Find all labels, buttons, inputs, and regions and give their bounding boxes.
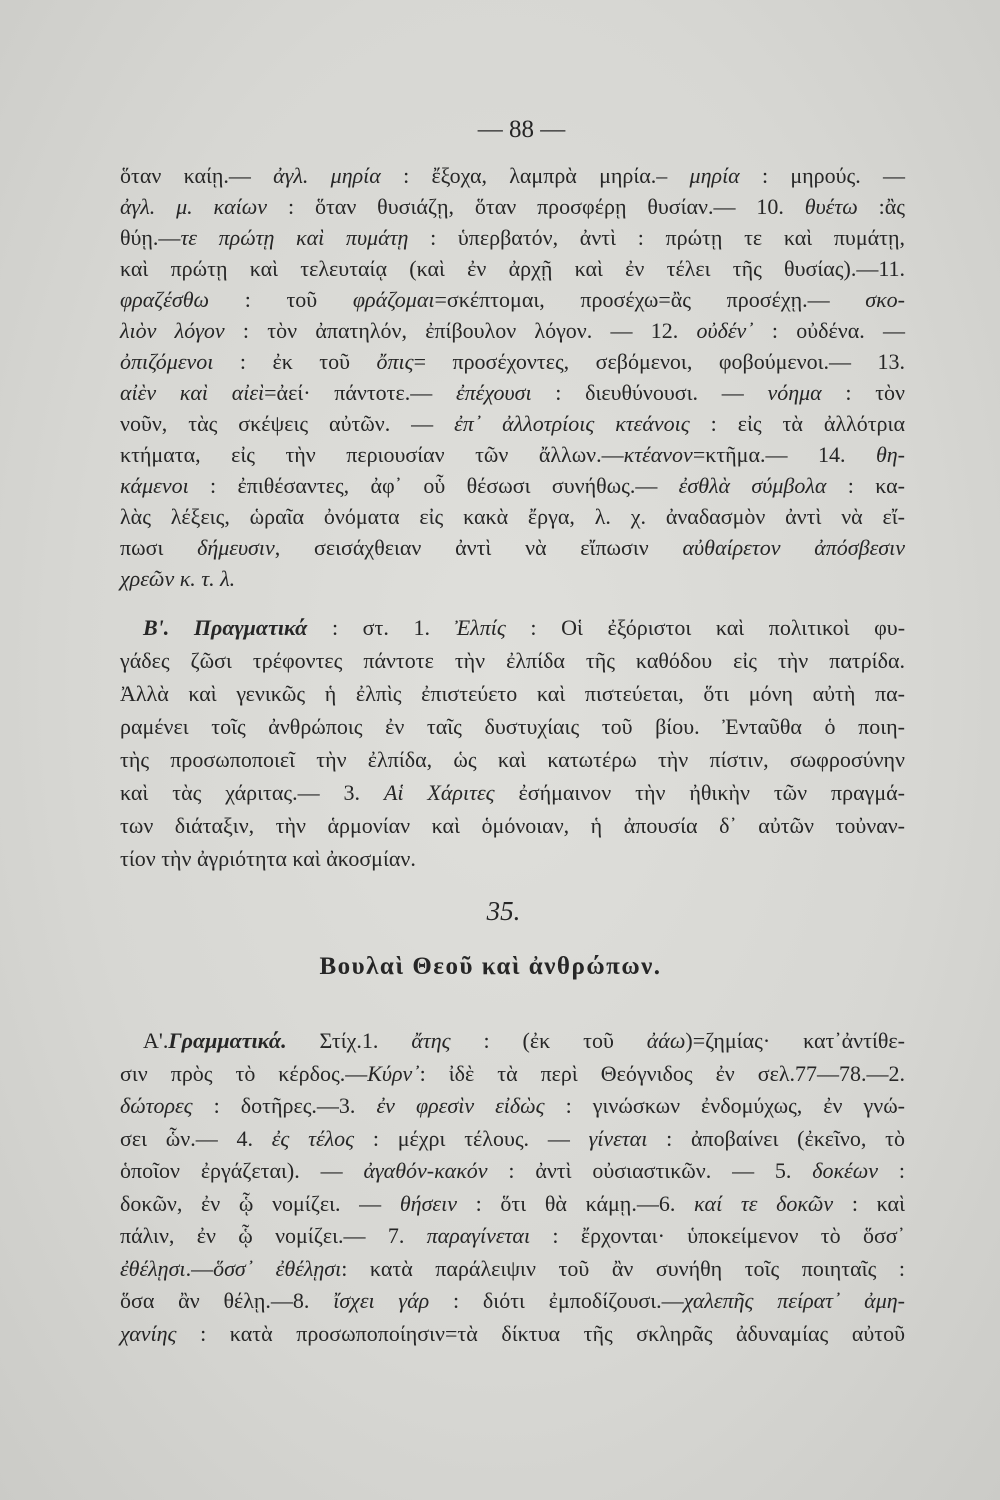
text-run: : (ἐκ τοῦ <box>450 1028 647 1053</box>
text-column <box>120 0 905 1350</box>
text-run: : δοτῆρες.—3. <box>192 1093 377 1118</box>
text-run: ὁποῖον ἐργάζεται). — <box>120 1158 364 1183</box>
text-run: : γινώσκων ἐνδομύχως, ἐν γνώ- <box>544 1093 906 1118</box>
italic-term: θη- <box>875 442 905 467</box>
text-line <box>120 710 905 743</box>
text-line <box>120 563 905 594</box>
text-line <box>120 191 905 222</box>
text-run: ὅταν καίῃ.— <box>120 163 274 188</box>
text-run: : μηρούς. — <box>739 163 905 188</box>
italic-term: φραζέσθω <box>120 287 210 312</box>
italic-term: Κύρν᾽ <box>367 1060 420 1086</box>
italic-term: κάμενοι <box>120 473 189 498</box>
text-run: : μέχρι τέλους. — <box>354 1125 589 1151</box>
italic-term: αἰὲν καὶ αἰεὶ <box>120 380 265 405</box>
text-run: : ἔρχονται· ὑποκείμενον τὸ ὅσσ᾽ <box>530 1223 905 1248</box>
text-run: καὶ τὰς χάριτας.— 3. <box>120 780 384 805</box>
italic-term: δοκέων <box>812 1158 879 1183</box>
text-run: : διευθύνουσι. — <box>531 380 768 405</box>
italic-term: ἄτης <box>411 1028 451 1053</box>
text-line <box>120 1155 905 1188</box>
italic-term: αὐθαίρετον ἀπόσβεσιν <box>682 535 905 560</box>
text-line <box>120 776 905 809</box>
text-line <box>120 809 905 842</box>
text-run: : ἔξοχα, λαμπρὰ μηρία.– <box>380 163 690 188</box>
italic-term: χαλεπῆς πείρατ᾽ ἀμη- <box>683 1288 905 1313</box>
text-run: δοκῶν, ἐν ᾧ νομίζει. — <box>120 1190 400 1216</box>
italic-term: ἀγαθόν-κακόν <box>363 1158 488 1183</box>
text-run: : ἐπιθέσαντες, ἀφ᾽ οὗ θέσωσι συνήθως.— <box>188 473 679 498</box>
text-run: : ὅταν θυσιάζῃ, ὅταν προσφέρῃ θυσίαν.— 10. <box>267 194 805 219</box>
text-line <box>120 842 905 875</box>
text-run: , σεισάχθειαν ἀντὶ νὰ εἴπωσιν <box>274 535 683 560</box>
text-line <box>120 315 905 346</box>
text-line <box>120 611 905 644</box>
text-run: νοῦν, τὰς σκέψεις αὐτῶν. — <box>120 411 455 436</box>
text-run: τίον τὴν ἀγριότητα καὶ ἀκοσμίαν. <box>120 846 416 871</box>
factual-notes <box>120 611 905 875</box>
text-run: σει ὧν.— 4. <box>120 1125 272 1151</box>
text-run: : Οἱ ἐξόριστοι καὶ πολιτικοὶ φυ- <box>505 615 906 640</box>
text-line <box>120 677 905 710</box>
italic-term: Αἱ Χάριτες <box>383 780 495 805</box>
italic-term: σκο- <box>865 287 905 312</box>
italic-term: φράζομαι <box>352 287 435 312</box>
text-run: =ἀεί· πάντοτε.— <box>264 380 456 405</box>
italic-term: θυέτω <box>804 194 858 219</box>
text-line <box>120 1253 905 1286</box>
text-run: ραμένει τοῖς ἀνθρώποις ἐν ταῖς δυστυχίαις τοῦ βίου. Ἐνταῦθα ὁ ποιη- <box>120 714 905 739</box>
italic-term: ἐθέλῃσι <box>120 1255 186 1281</box>
text-run: : κα- <box>826 473 905 498</box>
grammatical-notes <box>120 1025 905 1350</box>
text-run: = προσέχοντες, σεβόμενοι, φοβούμενοι.— 13. <box>413 349 905 374</box>
text-run: Α'. <box>143 1028 169 1053</box>
text-run: πάλιν, ἐν ᾧ νομίζει.— 7. <box>120 1223 427 1248</box>
text-run: πωσι <box>120 535 198 560</box>
text-run: : ὑπερβατόν, ἀντὶ : πρώτῃ τε καὶ πυμάτῃ, <box>408 225 905 250</box>
text-line <box>120 1058 905 1091</box>
text-run: : <box>878 1158 905 1183</box>
grammatical-notes-continued <box>120 160 905 594</box>
italic-term: ἐσθλὰ σύμβολα <box>678 473 827 498</box>
italic-term: νόημα <box>767 380 822 405</box>
text-run: Ἀλλὰ καὶ γενικῶς ἡ ἐλπὶς ἐπιστεύετο καὶ πιστεύεται, ὅτι μόνη αὐτὴ πα- <box>120 681 905 706</box>
text-line <box>120 1318 905 1351</box>
text-run: )=ζημίας· κατ᾽ἀντίθε- <box>685 1028 905 1053</box>
italic-term: χανίης <box>120 1320 177 1346</box>
italic-term: καί τε δοκῶν <box>694 1190 834 1216</box>
text-run: : ἀντὶ οὐσιαστικῶν. — 5. <box>487 1158 813 1183</box>
italic-term: ὅσσ᾽ ἐθέλῃσι <box>213 1255 342 1281</box>
text-run: καὶ πρώτῃ καὶ τελευταίᾳ (καὶ ἐν ἀρχῇ καὶ ἐν τέλει τῆς θυσίας).—11. <box>120 256 905 281</box>
text-run: =σκέπτομαι, προσέχω=ἂς προσέχῃ.— <box>434 287 866 312</box>
text-line <box>120 1220 905 1253</box>
text-run: ὅσα ἂν θέλῃ.—8. <box>120 1288 334 1313</box>
italic-term: ὀπιζόμενοι <box>120 349 214 374</box>
text-line <box>120 501 905 532</box>
italic-term: ἴσχει γάρ <box>333 1288 430 1313</box>
text-line <box>120 644 905 677</box>
text-run: σιν πρὸς τὸ κέρδος.— <box>120 1060 368 1086</box>
italic-term: ἐν φρεσὶν εἰδὼς <box>376 1093 545 1118</box>
text-line <box>120 377 905 408</box>
text-line <box>120 743 905 776</box>
text-run: γάδες ζῶσι τρέφοντες πάντοτε τὴν ἐλπίδα τῆς καθόδου εἰς τὴν πατρίδα. <box>120 648 905 673</box>
text-run: λὰς λέξεις, ὡραῖα ὀνόματα εἰς κακὰ ἔργα, λ. χ. ἀναδασμὸν ἀντὶ νὰ εἴ- <box>120 504 905 529</box>
text-run: Στίχ.1. <box>286 1028 412 1053</box>
italic-term: κτέανον <box>623 442 693 467</box>
text-run: : ἰδὲ τὰ περὶ Θεόγνιδος ἐν σελ.77—78.—2. <box>419 1060 905 1086</box>
text-line <box>120 1123 905 1156</box>
text-line <box>120 1285 905 1318</box>
italic-term: Β'. Πραγματικά <box>143 615 308 640</box>
italic-term: Γραμματικά. <box>168 1028 287 1053</box>
text-line <box>120 1090 905 1123</box>
text-line <box>120 346 905 377</box>
text-run: : ἀποβαίνει (ἐκεῖνο, τὸ <box>647 1125 905 1151</box>
text-run: : ὅτι θὰ κάμῃ.—6. <box>456 1190 694 1216</box>
italic-term: οὐδέν᾽ <box>696 318 754 343</box>
text-run: : ἐκ τοῦ <box>213 349 377 374</box>
poem-title: Βουλαὶ Θεοῦ καὶ ἀνθρώπων. <box>319 953 662 980</box>
italic-term: δήμευσιν <box>197 535 275 560</box>
text-run: =κτῆμα.— 14. <box>692 442 876 467</box>
italic-term: ἐς τέλος <box>271 1125 355 1151</box>
italic-term: ἀάω <box>646 1028 686 1053</box>
text-run: : τοῦ <box>209 287 353 312</box>
text-run: : τὸν <box>821 380 906 405</box>
text-run: κτήματα, εἰς τὴν περιουσίαν τῶν ἄλλων.— <box>120 442 624 467</box>
text-run: των διάταξιν, τὴν ἁρμονίαν καὶ ὁμόνοιαν, ἡ ἀπουσία δ᾽ αὐτῶν τοὐναν- <box>120 813 905 838</box>
text-run: τὴς προσωποποιεῖ τὴν ἐλπίδα, ὡς καὶ κατωτέρω τὴν πίστιν, σωφροσύνην <box>120 747 905 772</box>
text-line <box>120 408 905 439</box>
italic-term: παραγίνεται <box>426 1223 531 1248</box>
text-line <box>120 1188 905 1221</box>
text-line <box>120 222 905 253</box>
italic-term: λιὸν λόγον <box>120 318 225 343</box>
text-run: : διότι ἐμποδίζουσι.— <box>429 1288 684 1313</box>
italic-term: μηρία <box>689 163 740 188</box>
text-line <box>120 160 905 191</box>
italic-term: χρεῶν κ. τ. λ. <box>120 566 236 591</box>
italic-term: ὄπις <box>376 349 414 374</box>
italic-term: τε πρώτῃ καὶ πυμάτῃ <box>180 225 409 250</box>
text-line <box>120 470 905 501</box>
italic-term: ἐπέχουσι <box>455 380 532 405</box>
poem-number: 35. <box>486 896 521 926</box>
text-line <box>120 532 905 563</box>
text-run: : καὶ <box>833 1190 905 1216</box>
text-run: : κατὰ παράλειψιν τοῦ ἂν συνήθη τοῖς ποιηταῖς : <box>341 1255 905 1281</box>
text-run: :ἂς <box>857 194 905 219</box>
text-line <box>120 253 905 284</box>
text-run: : κατὰ προσωποποίησιν=τὰ δίκτυα τῆς σκληρᾶς ἀδυναμίας αὐτοῦ <box>176 1320 905 1346</box>
page-number: — 88 — <box>477 116 566 143</box>
italic-term: θήσειν <box>399 1190 457 1216</box>
text-run: : οὐδένα. — <box>753 318 906 343</box>
italic-term: ἀγλ. μ. καίων <box>120 194 268 219</box>
italic-term: ἐπ᾽ ἀλλοτρίοις κτεάνοις <box>454 411 690 436</box>
text-run: ἐσήμαινον τὴν ἠθικὴν τῶν πραγμά- <box>494 780 906 805</box>
text-run: : εἰς τὰ ἀλλότρια <box>689 411 905 436</box>
italic-term: γίνεται <box>588 1125 648 1151</box>
italic-term: ἀγλ. μηρία <box>273 163 381 188</box>
italic-term: Ἐλπίς <box>454 615 506 640</box>
text-run: : τὸν ἀπατηλόν, ἐπίβουλον λόγον. — 12. <box>224 318 697 343</box>
text-line <box>120 284 905 315</box>
text-line <box>120 1025 905 1058</box>
text-run: θύῃ.— <box>120 225 181 250</box>
text-run: .— <box>185 1255 214 1281</box>
italic-term: δώτορες <box>120 1093 193 1118</box>
text-line <box>120 439 905 470</box>
text-run: : στ. 1. <box>307 615 455 640</box>
